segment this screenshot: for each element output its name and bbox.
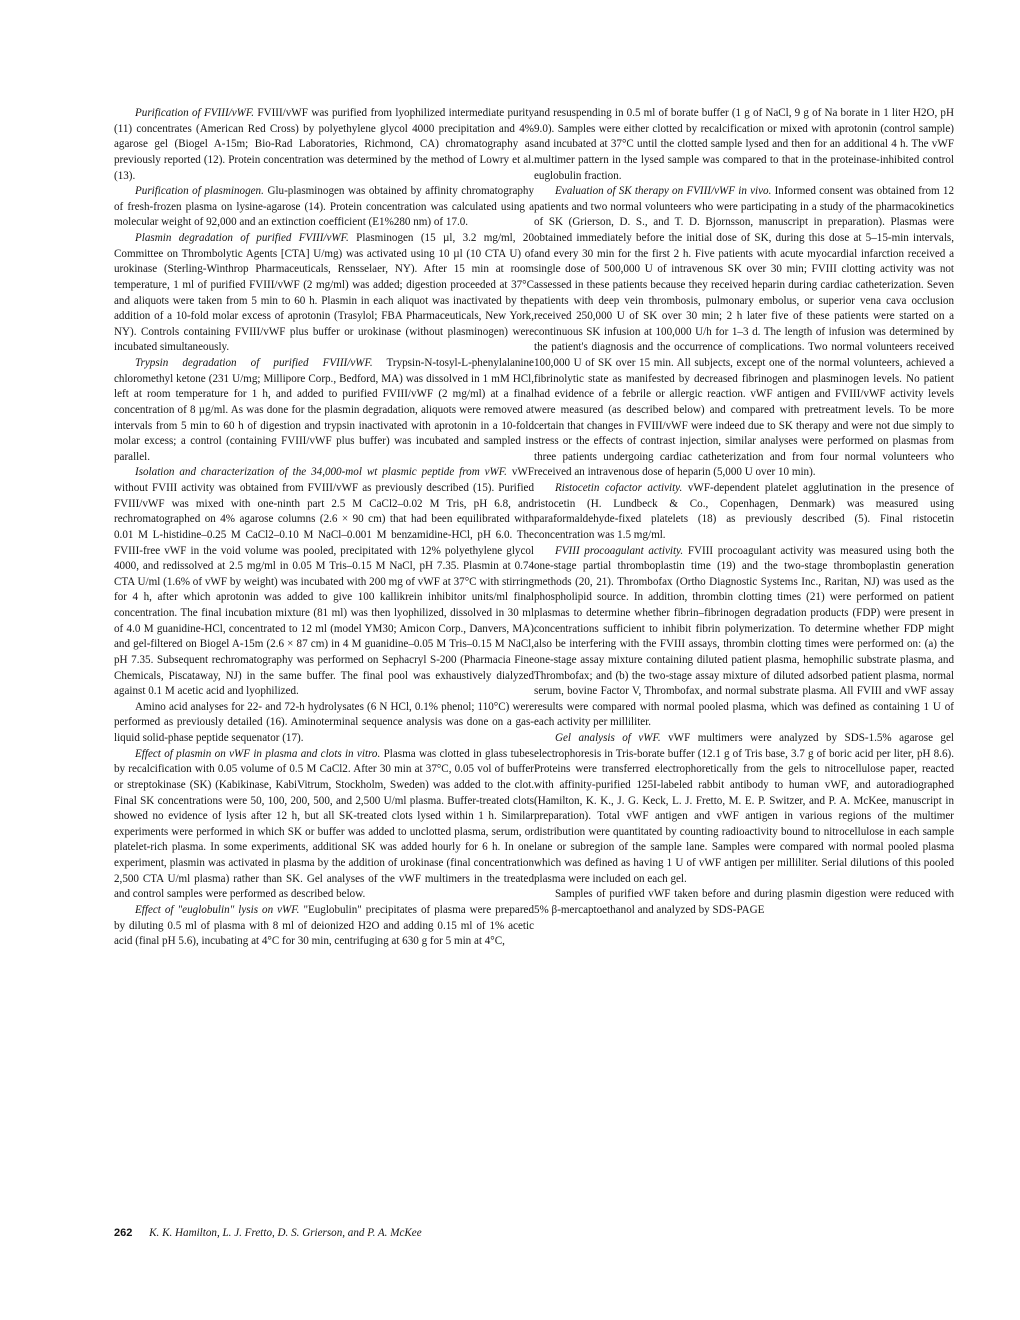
paragraph: [534, 731, 954, 887]
paragraph-text: vWF without FVIII activity was obtained from FVIII/vWF as previously described (15). Purified FVIII/vWF was mixed with one-ninth part 2.5 M CaCl2–0.02 M Tris, pH 6.8, and rechromatographed on 4% agarose columns (2.6 × 90 cm) that had been equilibrated with 0.01 M L-histidine–0.25 M CaCl2–0.10 M NaCl–0.001 M benzamidine-HCl, pH 6.0. The FVIII-free vWF in the void volume was pooled, precipitated with 12% polyethylene glycol 4000, and redissolved at 2.5 mg/ml in 0.05 M Tris–0.15 M NaCl, pH 7.35. Plasmin at 0.74 CTA U/ml (1.6% of vWF by weight) was incubated with 200 mg of vWF at 37°C with stirring for 4 h, after which aprotonin was added to give 100 kallikrein inhibitor units/ml final concentration. The final incubation mixture (81 ml) was then lyophilized, dissolved in 30 ml of 4.0 M guanidine-HCl, concentrated to 12 ml (model YM30; Amicon Corp., Danvers, MA) and gel-filtered on Biogel A-15m (2.6 × 87 cm) in 4 M guanidine–0.05 M Tris–0.15 M NaCl, pH 7.35. Subsequent rechromatography was performed on Sephacryl S-200 (Pharmacia Fine Chemicals, Piscataway, NJ) in the same buffer. The final pool was exhaustively dialyzed against 0.1 M acetic acid and lyophilized.: [114, 466, 534, 698]
section-heading: Effect of "euglobulin" lysis on vWF.: [135, 903, 300, 916]
left-column: [114, 106, 534, 950]
paragraph-text: Trypsin-N-tosyl-L-phenylalanine chloromethyl ketone (231 U/mg; Millipore Corp., Bedford, MA) was dissolved in 1 mM HCl, left at room temperature for 1 h, and added to purified FVIII/vWF (2 mg/ml) at a final concentration of 8 µg/ml. As was done for the plasmin degradation, aliquots were removed at intervals from 5 min to 60 h of digestion and trypsin inactivated with aprotonin in a 10-fold molar excess; a control (containing FVIII/vWF plus buffer) was incubated and sampled in parallel.: [114, 357, 534, 463]
paragraph: [114, 747, 534, 903]
page-number: 262: [114, 1227, 133, 1239]
paragraph: [534, 544, 954, 732]
page-footer: [114, 1226, 534, 1241]
section-heading: Ristocetin cofactor activity.: [555, 482, 683, 494]
paragraph-text: and resuspending in 0.5 ml of borate buffer (1 g of NaCl, 9 g of Na borate in 1 liter H2O, pH 9.0). Samples were either clotted by recalcification or mixed with aprotonin (control sample) and incubated at 37°C until the clotted sample lysed and then for an additional 4 h. The vWF multimer pattern in the lysed sample was compared to that in the proteinase-inhibited control euglobulin fraction.: [534, 107, 954, 182]
section-heading: Evaluation of SK therapy on FVIII/vWF in vivo.: [555, 185, 772, 198]
section-heading: FVIII procoagulant activity.: [555, 544, 684, 557]
paragraph: [114, 903, 534, 950]
paragraph: [114, 356, 534, 465]
paragraph-text: Plasminogen (15 µl, 3.2 mg/ml, 20 Committee on Thrombolytic Agents [CTA] U/mg) was activated using 10 µl (10 CTA U) of urokinase (Sterling-Winthrop Pharmaceuticals, Rensselaer, NY). After 15 min at room temperature, 1 ml of purified FVIII/vWF (2 mg/ml) was added; digestion proceeded at 37°C and aliquots were taken from 5 min to 60 h. Plasmin in each aliquot was inactivated by the addition of a 10-fold molar excess of aprotonin (Trasylol; FBA Pharmaceuticals, New York, NY). Controls containing FVIII/vWF plus buffer or urokinase (without plasminogen) were incubated simultaneously.: [114, 232, 534, 354]
section-heading: Gel analysis of vWF.: [555, 732, 661, 744]
paragraph: [534, 887, 954, 918]
paragraph-text: "Euglobulin" precipitates of plasma were prepared by diluting 0.5 ml of plasma with 8 ml of deionized H2O and adding 0.15 ml of 1% acetic acid (final pH 5.6), incubating at 4°C for 30 min, centrifuging at 630 g for 5 min at 4°C,: [114, 903, 534, 948]
section-heading: Trypsin degradation of purified FVIII/vWF.: [135, 357, 373, 369]
paragraph: [114, 184, 534, 231]
paragraph: [114, 700, 534, 747]
paragraph-text: vWF multimers were analyzed by SDS-1.5% agarose gel electrophoresis in Tris-borate buffer (12.1 g of Tris base, 3.7 g of boric acid per liter, pH 8.6). Proteins were transferred electrophoretically from the gels to nitrocellulose paper, reacted with affinity-purified 125I-labeled rabbit antibody to human vWF, and autoradiographed (Hamilton, K. K., J. G. Keck, L. J. Fretto, M. E. P. Switzer, and P. A. McKee, manuscript in preparation). Total vWF antigen and vWF antigen in various regions of the multimer distribution were quantitated by counting radioactivity bound to nitrocellulose in each sample lane or subregion of the sample lane. Samples were compared with normal pooled plasma which was defined as having 1 U of vWF antigen per milliliter. Serial dilutions of this pooled plasma were included on each gel.: [534, 732, 954, 885]
paragraph-text: Glu-plasminogen was obtained by affinity chromatography of fresh-frozen plasma on lysine-agarose (14). Protein concentration was calculated using a molecular weight of 92,000 and an extinction coefficient (E1%280 nm) of 17.0.: [114, 185, 535, 229]
paragraph-text: Informed consent was obtained from 12 patients and two normal volunteers who were participating in a study of the pharmacokinetics of SK (Grierson, D. S., and T. D. Bjornsson, manuscript in preparation). Plasmas were obtained immediately before the initial dose of SK, during this dose at 5–15-min intervals, and every 30 min for the first 2 h. Five patients with acute myocardial infarction received a single dose of 500,000 U of intravenous SK over 30 min; FVIII clotting activity was not assessed in these patients because they received heparin during cardiac catheterization. Seven patients with deep vein thrombosis, pulmonary embolus, or superior vena cava occlusion received 250,000 U of SK over 30 min; 2 h later five of these patients were started on a continuous SK infusion at 100,000 U/h for 1–3 d. The length of infusion was determined by the patient's diagnosis and the occurrence of complications. Two normal volunteers received 100,000 U of SK over 15 min. All subjects, except one of the normal volunteers, achieved a fibrinolytic state as manifested by decreased fibrinogen and plasminogen levels. No patient had evidence of a febrile or allergic reaction. vWF antigen and FVIII/vWF activity levels were measured (as described below) and compared with pretreatment levels. To be more certain that changes in FVIII/vWF were indeed due to SK therapy and were not due simply to stress or the effects of contrast injection, similar analyses were performed on plasmas from three patients undergoing cardiac catheterization and from four normal volunteers who received an intravenous dose of heparin (5,000 U over 10 min).: [534, 185, 954, 479]
section-heading: Purification of plasminogen.: [135, 185, 264, 198]
section-heading: Isolation and characterization of the 34,000-mol wt plasmic peptide from vWF.: [135, 466, 507, 479]
paragraph-text: FVIII procoagulant activity was measured using both the one-stage partial thromboplastin time (19) and the two-stage thromboplastin generation methods (20, 21). Thrombofax (Ortho Diagnostic Systems Inc., Raritan, NJ) was used as the phospholipid source. In addition, thrombin clotting times (21) were performed on patient plasmas to determine whether fibrin–fibrinogen degradation products (FDP) were present in concentrations sufficient to inhibit fibrin polymerization. To determine whether FDP might also be interfering with the FVIII assays, thrombin clotting times were performed on: (a) the one-stage assay mixture containing diluted patient plasma, hemophilic substrate plasma, and Thrombofax; and (b) the two-stage assay mixture of diluted adsorbed patient plasma, normal serum, bovine Factor V, Thrombofax, and normal substrate plasma. All FVIII and vWF assay results were compared with normal pooled plasma, which was defined as containing 1 U of each activity per milliliter.: [534, 544, 954, 729]
section-heading: Effect of plasmin on vWF in plasma and clots in vitro.: [135, 747, 381, 760]
paragraph-text: Amino acid analyses for 22- and 72-h hydrolysates (6 N HCl, 0.1% phenol; 110°C) were performed as previously detailed (16). Aminoterminal sequence analysis was done on a gas-liquid solid-phase peptide sequenator (17).: [114, 700, 534, 744]
paragraph-text: FVIII/vWF was purified from lyophilized intermediate purity (11) concentrates (American Red Cross) by polyethylene glycol 4000 precipitation and 4% agarose gel (Biogel A-15m; Bio-Rad Laboratories, Richmond, CA) chromatography as previously reported (12). Protein concentration was determined by the method of Lowry et al. (13).: [114, 107, 535, 182]
section-heading: Plasmin degradation of purified FVIII/vWF.: [135, 232, 349, 244]
paragraph: [114, 231, 534, 356]
paragraph-text: Plasma was clotted in glass tubes by recalcification with 0.05 volume of 0.5 M CaCl2. After 30 min at 37°C, 0.05 vol of buffer or streptokinase (SK) (Kabikinase, KabiVitrum, Stockholm, Sweden) was added to the clot. Final SK concentrations were 50, 100, 200, 500, and 2,500 U/ml plasma. Buffer-treated clots showed no evidence of lysis after 12 h, but all SK-treated clots lysed within 1 h. Similar experiments were performed in which SK or buffer was added to unclotted plasma, serum, or platelet-rich plasma. In some experiments, additional SK was added hourly for 6 h. In one experiment, plasmin was activated in plasma by the addition of urokinase (final concentration 2,500 CTA U/ml plasma) rather than SK. Gel analyses of the vWF multimers in the treated and control samples were performed as described below.: [114, 747, 534, 901]
right-column: [534, 106, 954, 919]
paragraph: [114, 465, 534, 699]
paragraph: [534, 184, 954, 481]
paragraph: [534, 481, 954, 544]
paragraph: [534, 106, 954, 184]
paragraph-text: Samples of purified vWF taken before and during plasmin digestion were reduced with 5% β-mercaptoethanol and analyzed by SDS-PAGE: [534, 888, 954, 916]
section-heading: Purification of FVIII/vWF.: [135, 107, 255, 119]
paragraph-text: vWF-dependent platelet agglutination in the presence of ristocetin (H. Lundbeck & Co., Copenhagen, Denmark) was measured using paraformaldehyde-fixed platelets (18) as previously described (5). Final ristocetin concentration was 1.5 mg/ml.: [534, 482, 954, 541]
paragraph: [114, 106, 534, 184]
running-authors: K. K. Hamilton, L. J. Fretto, D. S. Grierson, and P. A. McKee: [149, 1227, 422, 1239]
